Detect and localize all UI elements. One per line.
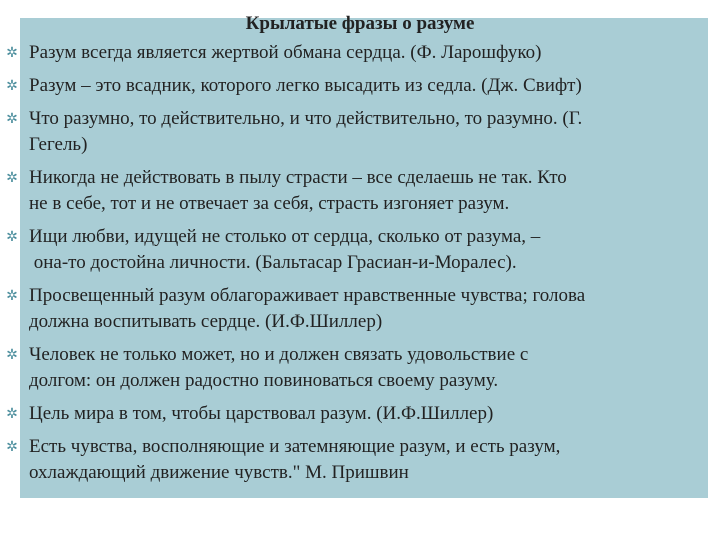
asterisk-bullet-icon: ✲ bbox=[6, 406, 18, 422]
quote-text-line: Разум – это всадник, которого легко высадить из седла. (Дж. Свифт) bbox=[29, 75, 582, 96]
quote-list-item bbox=[0, 401, 718, 427]
quote-list-item bbox=[0, 165, 718, 217]
quote-list-item bbox=[0, 224, 718, 276]
quote-text-line: она-то достойна личности. (Бальтасар Грасиан-и-Моралес). bbox=[29, 252, 517, 273]
asterisk-bullet-icon: ✲ bbox=[6, 439, 18, 455]
asterisk-bullet-icon: ✲ bbox=[6, 229, 18, 245]
quote-list-item bbox=[0, 106, 718, 158]
asterisk-bullet-icon: ✲ bbox=[6, 288, 18, 304]
quote-text-line: Есть чувства, восполняющие и затемняющие разум, и есть разум, bbox=[29, 436, 561, 457]
quote-list-item bbox=[0, 434, 718, 486]
quote-text-line: Никогда не действовать в пылу страсти – все сделаешь не так. Кто bbox=[29, 167, 567, 188]
quote-text-line: Гегель) bbox=[29, 134, 88, 155]
quote-text-line: долгом: он должен радостно повиноваться своему разуму. bbox=[29, 370, 499, 391]
asterisk-bullet-icon: ✲ bbox=[6, 347, 18, 363]
quote-text-line: должна воспитывать сердце. (И.Ф.Шиллер) bbox=[29, 311, 383, 332]
quote-text-line: Ищи любви, идущей не столько от сердца, сколько от разума, – bbox=[29, 226, 541, 247]
slide-title: Крылатые фразы о разуме bbox=[245, 13, 475, 34]
quote-list bbox=[0, 40, 718, 493]
quote-list-item bbox=[0, 342, 718, 394]
quote-text-line: Разум всегда является жертвой обмана сердца. (Ф. Ларошфуко) bbox=[29, 42, 542, 63]
quote-text-line: Цель мира в том, чтобы царствовал разум. (И.Ф.Шиллер) bbox=[29, 403, 494, 424]
quote-text-line: не в себе, тот и не отвечает за себя, страсть изгоняет разум. bbox=[29, 193, 510, 214]
asterisk-bullet-icon: ✲ bbox=[6, 45, 18, 61]
quote-list-item bbox=[0, 73, 718, 99]
asterisk-bullet-icon: ✲ bbox=[6, 78, 18, 94]
quote-text-line: Что разумно, то действительно, и что действительно, то разумно. (Г. bbox=[29, 108, 583, 129]
asterisk-bullet-icon: ✲ bbox=[6, 111, 18, 127]
asterisk-bullet-icon: ✲ bbox=[6, 170, 18, 186]
quote-text-line: Просвещенный разум облагораживает нравственные чувства; голова bbox=[29, 285, 586, 306]
quote-text-line: охлаждающий движение чувств." М. Пришвин bbox=[29, 462, 409, 483]
quote-text-line: Человек не только может, но и должен связать удовольствие с bbox=[29, 344, 529, 365]
quote-list-item bbox=[0, 283, 718, 335]
quote-list-item bbox=[0, 40, 718, 66]
